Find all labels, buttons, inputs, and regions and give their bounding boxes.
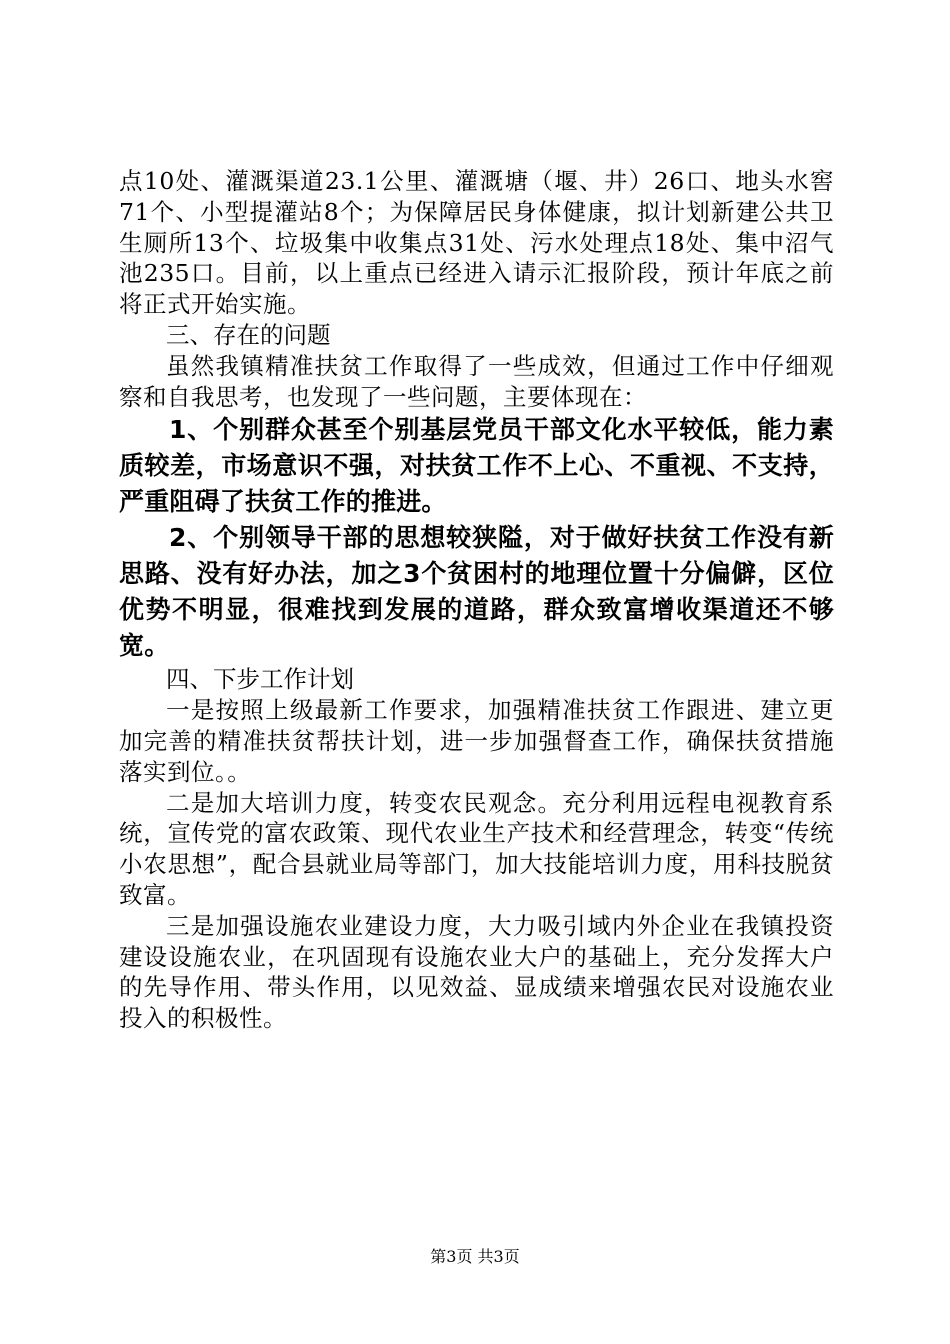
- problem-item-2: 2、个别领导干部的思想较狭隘，对于做好扶贫工作没有新思路、没有好办法，加之3个贫困村的地理位置十分偏僻，区位优势不明显，很难找到发展的道路，群众致富增收渠道还不够宽。: [119, 523, 834, 661]
- problem-item-1: 1、个别群众甚至个别基层党员干部文化水平较低，能力素质较差，市场意识不强，对扶贫工作不上心、不重视、不支持，严重阻碍了扶贫工作的推进。: [119, 415, 834, 517]
- section-heading-problems: 三、存在的问题: [166, 320, 331, 349]
- plan-item-3: 三是加强设施农业建设力度，大力吸引域内外企业在我镇投资建设设施农业，在巩固现有设施农业大户的基础上，充分发挥大户的先导作用、带头作用，以见效益、显成绩来增强农民对设施农业投入的积极性。: [119, 911, 834, 1033]
- paragraph-problems-intro: 虽然我镇精准扶贫工作取得了一些成效，但通过工作中仔细观察和自我思考，也发现了一些问题，主要体现在：: [119, 351, 834, 411]
- document-body: [119, 166, 834, 1034]
- paragraph-continuation: 点10处、灌溉渠道23.1公里、灌溉塘（堰、井）26口、地头水窖71个、小型提灌站8个；为保障居民身体健康，拟计划新建公共卫生厕所13个、垃圾集中收集点31处、污水处理点18处、集中沼气池235口。目前，以上重点已经进入请示汇报阶段，预计年底之前将正式开始实施。: [119, 167, 834, 319]
- page-number-footer: 第3页 共3页: [430, 1247, 520, 1266]
- section-heading-next-steps: 四、下步工作计划: [166, 665, 354, 694]
- plan-item-1: 一是按照上级最新工作要求，加强精准扶贫工作跟进、建立更加完善的精准扶贫帮扶计划，进一步加强督查工作，确保扶贫措施落实到位。。: [119, 696, 834, 786]
- plan-item-2: 二是加大培训力度，转变农民观念。充分利用远程电视教育系统，宣传党的富农政策、现代农业生产技术和经营理念，转变“传统小农思想”，配合县就业局等部门，加大技能培训力度，用科技脱贫致富。: [119, 788, 834, 909]
